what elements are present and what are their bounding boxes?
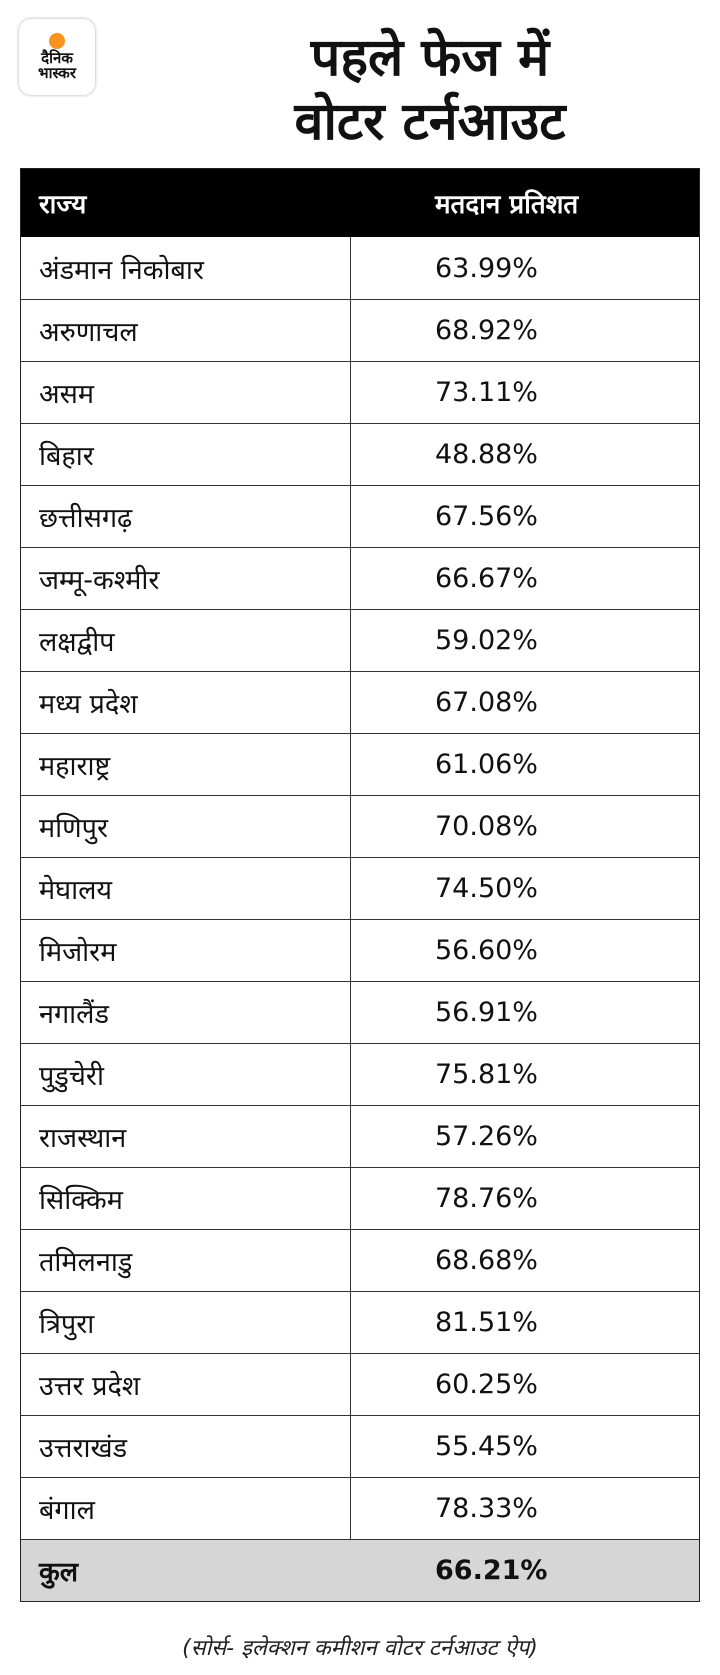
table-row: [21, 547, 699, 609]
percent-cell: 67.08%: [435, 687, 538, 718]
state-cell: लक्षद्वीप: [21, 610, 351, 671]
table-row: [21, 919, 699, 981]
percent-cell: 61.06%: [435, 749, 538, 780]
table-row: [21, 671, 699, 733]
table-row: [21, 1291, 699, 1353]
state-cell: सिक्किम: [21, 1168, 351, 1229]
source-note: (सोर्स- इलेक्शन कमीशन वोटर टर्नआउट ऐप): [182, 1636, 538, 1661]
title-line-1: पहले फेज में: [310, 28, 550, 88]
percent-cell: 68.68%: [435, 1245, 538, 1276]
state-cell: मेघालय: [21, 858, 351, 919]
page-title: [150, 26, 710, 154]
state-cell: तमिलनाडु: [21, 1230, 351, 1291]
state-cell: छत्तीसगढ़: [21, 486, 351, 547]
table-row: [21, 795, 699, 857]
percent-cell: 68.92%: [435, 315, 538, 346]
table-row: [21, 609, 699, 671]
state-cell: राजस्थान: [21, 1106, 351, 1167]
state-cell: बंगाल: [21, 1478, 351, 1539]
percent-cell: 60.25%: [435, 1369, 538, 1400]
state-cell: उत्तराखंड: [21, 1416, 351, 1477]
state-cell: बिहार: [21, 424, 351, 485]
table-row: [21, 1353, 699, 1415]
state-cell: असम: [21, 362, 351, 423]
percent-cell: 55.45%: [435, 1431, 538, 1462]
state-cell: अंडमान निकोबार: [21, 237, 351, 299]
logo-dot-icon: [49, 33, 65, 49]
logo-line-1: दैनिक: [41, 49, 73, 67]
percent-cell: 67.56%: [435, 501, 538, 532]
percent-cell: 78.76%: [435, 1183, 538, 1214]
state-cell: त्रिपुरा: [21, 1292, 351, 1353]
state-cell: अरुणाचल: [21, 300, 351, 361]
table-row: [21, 1167, 699, 1229]
table-row: [21, 1105, 699, 1167]
table-row: [21, 299, 699, 361]
percent-cell: 56.91%: [435, 997, 538, 1028]
table-row: [21, 423, 699, 485]
percent-cell: 56.60%: [435, 935, 538, 966]
table-row: [21, 733, 699, 795]
table-total-row: [21, 1539, 699, 1601]
table-row: [21, 1415, 699, 1477]
percent-cell: 73.11%: [435, 377, 538, 408]
table-body: [21, 237, 699, 1539]
table-header: [21, 169, 699, 237]
percent-cell: 63.99%: [435, 252, 538, 284]
state-cell: मणिपुर: [21, 796, 351, 857]
table-row: [21, 981, 699, 1043]
state-cell: महाराष्ट्र: [21, 734, 351, 795]
percent-cell: 66.67%: [435, 563, 538, 594]
table-row: [21, 1477, 699, 1539]
state-cell: मध्य प्रदेश: [21, 672, 351, 733]
state-cell: जम्मू-कश्मीर: [21, 548, 351, 609]
table-row: [21, 237, 699, 299]
percent-cell: 75.81%: [435, 1059, 538, 1090]
header-state: राज्य: [39, 190, 87, 220]
logo-line-2: भास्कर: [38, 64, 76, 82]
title-line-2: वोटर टर्नआउट: [294, 92, 566, 152]
state-cell: उत्तर प्रदेश: [21, 1354, 351, 1415]
turnout-table: [20, 168, 700, 1602]
state-cell: नगालैंड: [21, 982, 351, 1043]
percent-cell: 70.08%: [435, 811, 538, 842]
percent-cell: 81.51%: [435, 1307, 538, 1338]
percent-cell: 48.88%: [435, 439, 538, 470]
brand-logo: [19, 19, 95, 95]
table-row: [21, 361, 699, 423]
state-cell: मिजोरम: [21, 920, 351, 981]
table-row: [21, 857, 699, 919]
header-percent: मतदान प्रतिशत: [435, 190, 579, 220]
total-label: कुल: [39, 1557, 79, 1588]
table-row: [21, 1043, 699, 1105]
table-row: [21, 1229, 699, 1291]
percent-cell: 59.02%: [435, 625, 538, 656]
percent-cell: 74.50%: [435, 873, 538, 904]
table-row: [21, 485, 699, 547]
percent-cell: 57.26%: [435, 1121, 538, 1152]
percent-cell: 78.33%: [435, 1493, 538, 1524]
total-percent: 66.21%: [435, 1555, 548, 1586]
state-cell: पुडुचेरी: [21, 1044, 351, 1105]
